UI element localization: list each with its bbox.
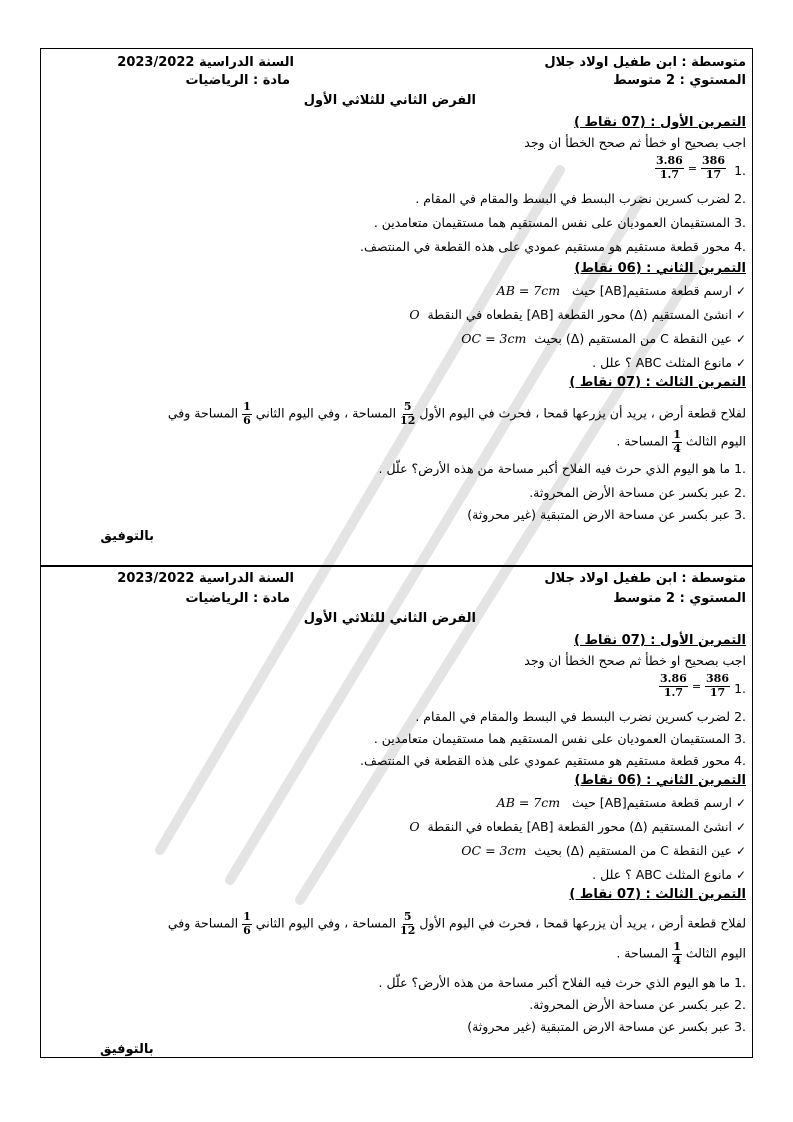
ex3-question-3: .3 عبر بكسر عن مساحة الارض المتبقية (غير محروثة) xyxy=(467,507,746,522)
exercise-1-title: التمرين الأول : (07 نقاط ) xyxy=(574,633,746,648)
ex2-item1: ✓ارسم قطعة مستقيم[AB] حيث AB = 7cm xyxy=(496,795,746,810)
ex1-item3: .3 المستقيمان العموديان على نفس المستقيم هما مستقيمان متعامدين . xyxy=(373,215,746,230)
exam-title: الفرض الثاني للثلاثي الأول xyxy=(303,93,476,108)
exam-copy-1 xyxy=(40,48,753,566)
exercise-1-title: التمرين الأول : (07 نقاط ) xyxy=(574,115,746,130)
school-year: السنة الدراسية 2023/2022 xyxy=(117,571,294,586)
school-name: متوسطة : ابن طفيل اولاد جلال xyxy=(544,55,746,70)
school-year: السنة الدراسية 2023/2022 xyxy=(117,55,294,70)
fraction-right: $\frac{386}{17}$ xyxy=(706,672,729,699)
ex1-item2: .2 لضرب كسرين نضرب البسط في البسط والمقام في المقام . xyxy=(415,191,746,206)
school-name: متوسطة : ابن طفيل اولاد جلال xyxy=(544,571,746,586)
ex3-question-3: .3 عبر بكسر عن مساحة الارض المتبقية (غير محروثة) xyxy=(467,1019,746,1034)
ex1-item1-num: .1 xyxy=(734,681,746,696)
ex3-statement-line1: لفلاح قطعة أرض ، يريد أن يزرعها قمحا ، فحرث في اليوم الأول $\frac{5}{12}$ المساحة ، وفي اليوم الثاني $\frac{1}{6}$ المساحة وفي xyxy=(167,910,746,937)
ex2-item2: ✓انشئ المستقيم (Δ) محور القطعة [AB] يقطعاه في النقطة O xyxy=(409,307,746,322)
exercise-2-title: التمرين الثاني : (06 نقاط) xyxy=(574,773,746,788)
ex1-item3: .3 المستقيمان العموديان على نفس المستقيم هما مستقيمان متعامدين . xyxy=(373,731,746,746)
ex3-question-1: .1 ما هو اليوم الذي حرث فيه الفلاح أكبر مساحة من هذه الأرض؟ علّل . xyxy=(378,461,746,476)
level: المستوي : 2 متوسط xyxy=(613,591,746,606)
ex3-question-2: .2 عبر بكسر عن مساحة الأرض المحروثة. xyxy=(529,997,746,1012)
ex3-statement-line1: لفلاح قطعة أرض ، يريد أن يزرعها قمحا ، فحرث في اليوم الأول $\frac{5}{12}$ المساحة ، وفي اليوم الثاني $\frac{1}{6}$ المساحة وفي xyxy=(167,400,746,427)
exercise-3-title: التمرين الثالث : (07 نقاط ) xyxy=(569,887,746,902)
ex1-fraction-equation xyxy=(655,155,726,181)
exercise-2-title: التمرين الثاني : (06 نقاط) xyxy=(574,261,746,276)
subject: مادة : الرياضيات xyxy=(185,73,290,88)
fraction-right: $\frac{386}{17}$ xyxy=(702,154,725,181)
ex1-item2: .2 لضرب كسرين نضرب البسط في البسط والمقام في المقام . xyxy=(415,709,746,724)
good-luck: بالتوفيق xyxy=(100,529,154,544)
ex2-item3: ✓عين النقطة C من المستقيم (Δ) بحيث OC = 3cm xyxy=(461,843,746,858)
exam-copy-2 xyxy=(40,566,753,1058)
ex2-item2: ✓انشئ المستقيم (Δ) محور القطعة [AB] يقطعاه في النقطة O xyxy=(409,819,746,834)
equals-sign: = xyxy=(691,679,702,693)
ex2-item4: ✓مانوع المثلث ABC ؟ علل . xyxy=(592,867,746,882)
ex3-question-2: .2 عبر بكسر عن مساحة الأرض المحروثة. xyxy=(529,485,746,500)
good-luck: بالتوفيق xyxy=(100,1042,154,1057)
exercise-1-instruction: اجب بصحيح او خطأ ثم صحح الخطأ ان وجد xyxy=(524,653,746,668)
ex1-fraction-equation xyxy=(659,673,730,699)
ex2-item3: ✓عين النقطة C من المستقيم (Δ) بحيث OC = 3cm xyxy=(461,331,746,346)
ex3-statement-line2: اليوم الثالث $\frac{1}{4}$ المساحة . xyxy=(616,428,746,455)
exercise-3-title: التمرين الثالث : (07 نقاط ) xyxy=(569,375,746,390)
ex3-statement-line2: اليوم الثالث $\frac{1}{4}$ المساحة . xyxy=(616,940,746,967)
ex1-item4: .4 محور قطعة مستقيم هو مستقيم عمودي على هذه القطعة في المنتصف. xyxy=(360,753,746,768)
subject: مادة : الرياضيات xyxy=(185,591,290,606)
exam-title: الفرض الثاني للثلاثي الأول xyxy=(303,611,476,626)
ex1-item4: .4 محور قطعة مستقيم هو مستقيم عمودي على هذه القطعة في المنتصف. xyxy=(360,239,746,254)
ex2-item1: ✓ارسم قطعة مستقيم[AB] حيث AB = 7cm xyxy=(496,283,746,298)
equals-sign: = xyxy=(687,161,698,175)
exercise-1-instruction: اجب بصحيح او خطأ ثم صحح الخطأ ان وجد xyxy=(524,135,746,150)
ex2-item4: ✓مانوع المثلث ABC ؟ علل . xyxy=(592,355,746,370)
level: المستوي : 2 متوسط xyxy=(613,73,746,88)
fraction-left: $\frac{3.86}{1.7}$ xyxy=(660,672,687,699)
ex3-question-1: .1 ما هو اليوم الذي حرث فيه الفلاح أكبر مساحة من هذه الأرض؟ علّل . xyxy=(378,975,746,990)
fraction-left: $\frac{3.86}{1.7}$ xyxy=(656,154,683,181)
ex1-item1-num: .1 xyxy=(734,163,746,178)
